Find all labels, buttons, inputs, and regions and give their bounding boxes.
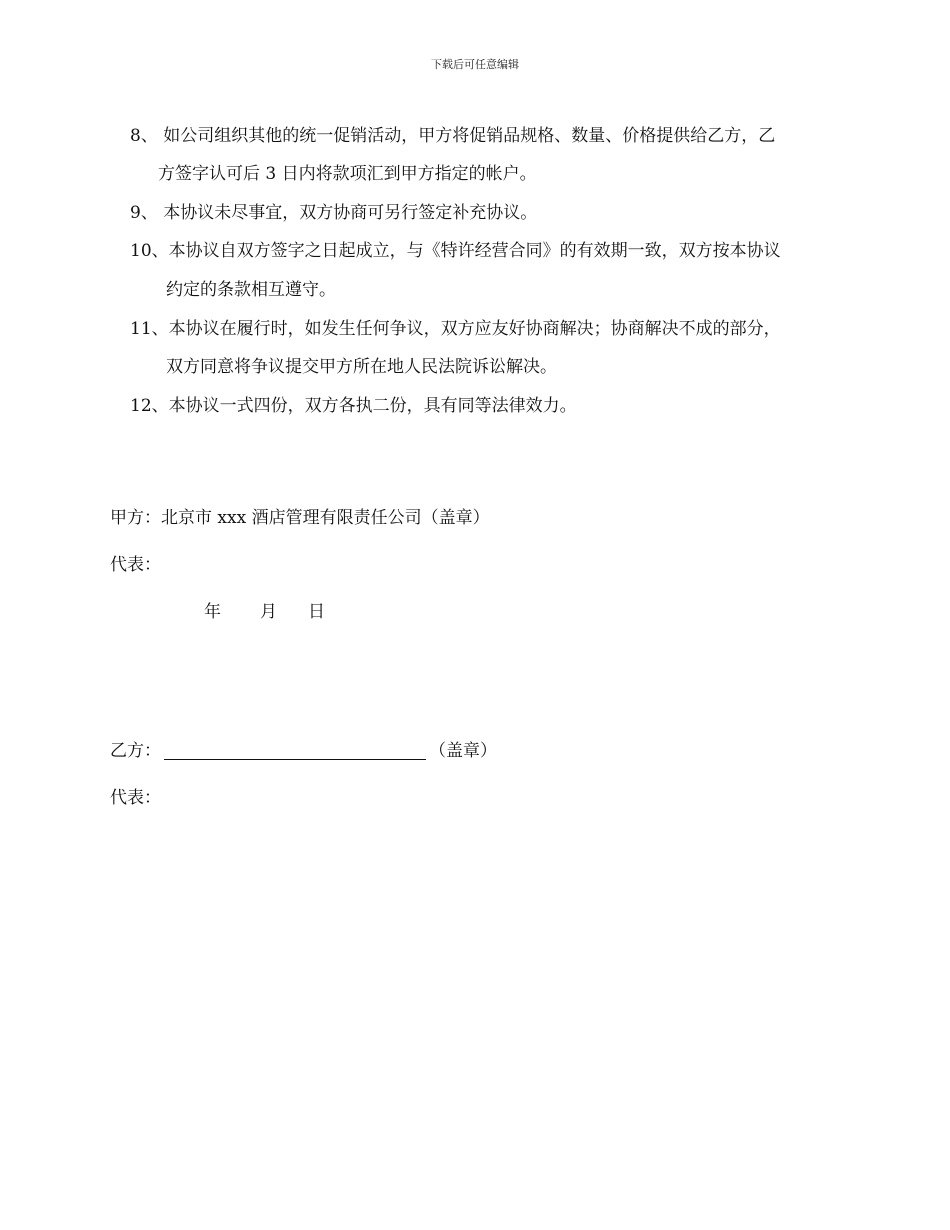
clause-12 [130, 387, 577, 425]
party-b-label: 乙方： [110, 741, 161, 761]
clause-8-continued [158, 155, 537, 193]
clause-number: 8、 [130, 126, 158, 146]
party-b-line [110, 736, 497, 761]
clause-text-line1: 如公司组织其他的统一促销活动，甲方将促销品规格、数量、价格提供给乙方，乙 [157, 126, 776, 146]
clause-number: 11、 [130, 319, 169, 339]
clause-text-line1: 本协议自双方签字之日起成立，与《特许经营合同》的有效期一致，双方按本协议 [168, 241, 781, 261]
clause-text-line2: 约定的条款相互遵守。 [166, 280, 336, 300]
clause-11-continued [166, 348, 557, 386]
clause-text-line2: 方签字认可后 3 日内将款项汇到甲方指定的帐户。 [158, 164, 537, 184]
clause-number: 10、 [130, 241, 169, 261]
clause-text-line1: 本协议在履行时，如发生任何争议，双方应友好协商解决；协商解决不成的部分， [168, 319, 781, 339]
clause-9 [130, 194, 537, 232]
party-a-date-day: 日 [308, 602, 325, 622]
clause-10 [130, 232, 781, 270]
party-a-label: 甲方：北京市 xxx 酒店管理有限责任公司（盖章） [110, 508, 490, 528]
clause-text-line1: 本协议未尽事宜，双方协商可另行签定补充协议。 [157, 203, 538, 223]
clause-10-continued [166, 271, 336, 309]
party-b-seal: （盖章） [429, 741, 497, 761]
clause-number: 12、 [130, 396, 169, 416]
clause-text-line2: 双方同意将争议提交甲方所在地人民法院诉讼解决。 [166, 357, 557, 377]
header-note: 下载后可任意编辑 [431, 58, 519, 71]
party-a-representative: 代表： [110, 555, 161, 575]
clause-11 [130, 310, 781, 348]
party-b-representative: 代表： [110, 788, 161, 808]
clause-text-line1: 本协议一式四份，双方各执二份，具有同等法律效力。 [168, 396, 577, 416]
party-b-signature-blank [164, 741, 426, 760]
party-a-date-year: 年 [204, 602, 221, 622]
clause-8 [130, 117, 775, 155]
clause-number: 9、 [130, 203, 158, 223]
party-a-date-month: 月 [260, 602, 277, 622]
